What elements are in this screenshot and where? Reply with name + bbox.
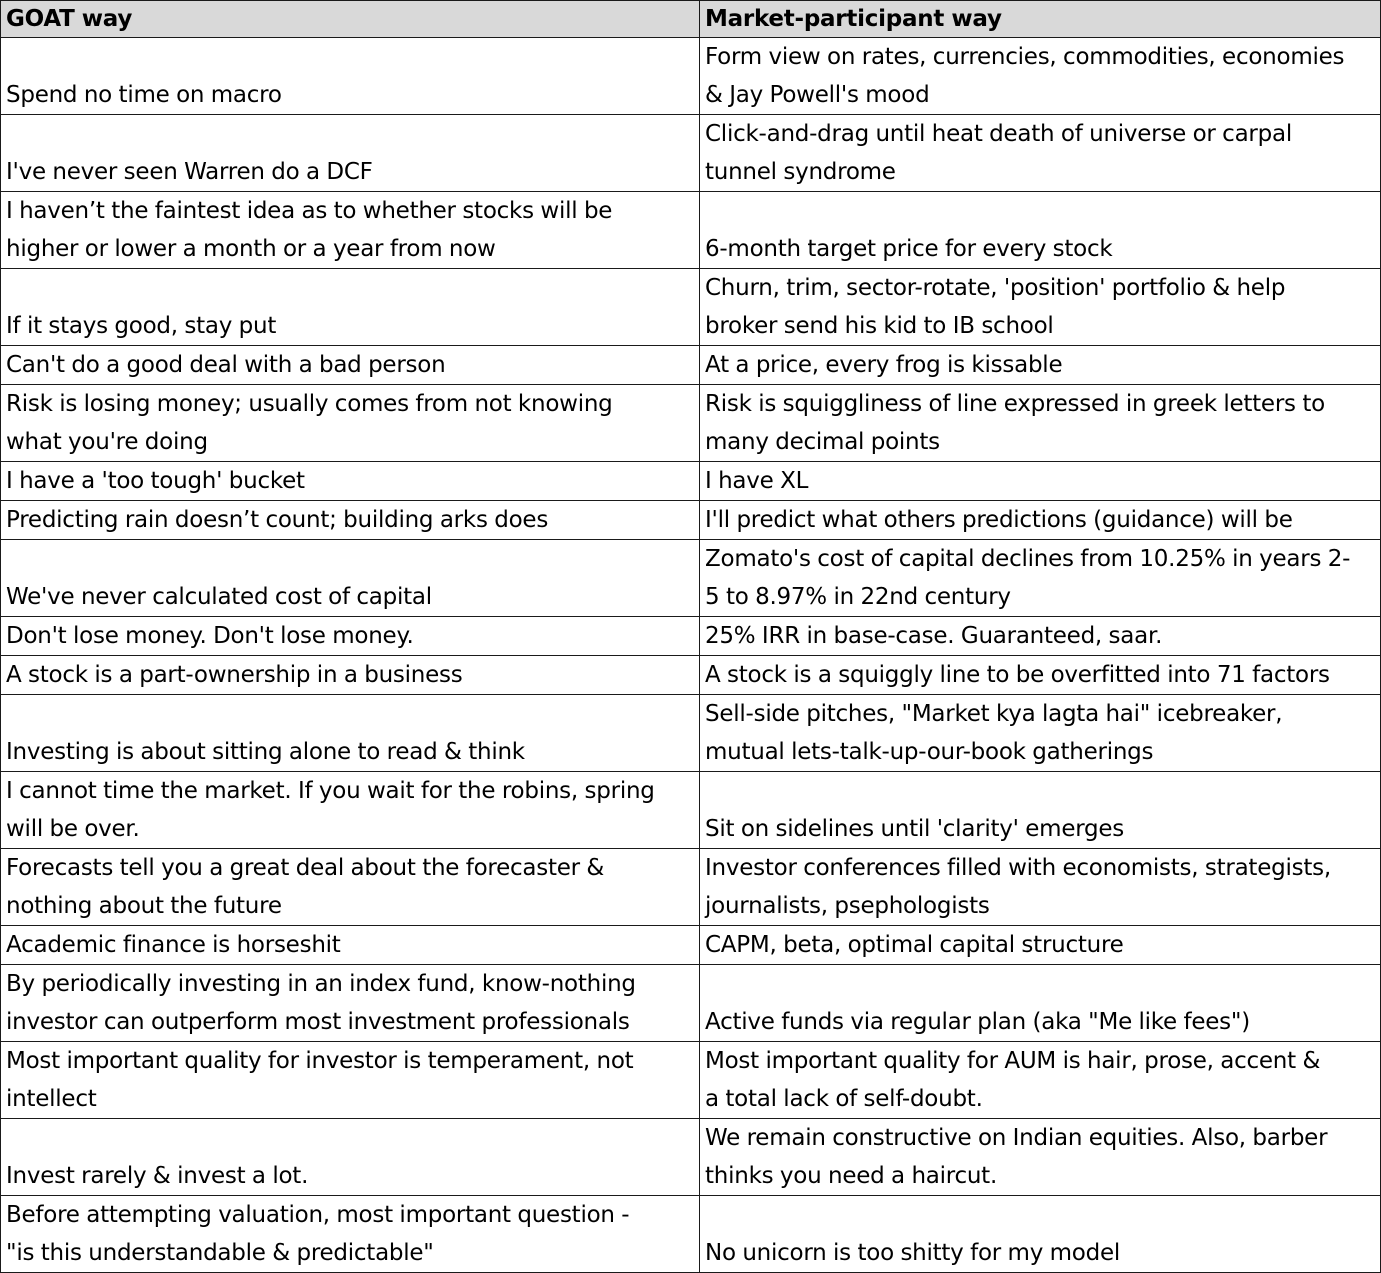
goat-text: Academic finance is horseshit <box>6 932 341 958</box>
table-row <box>1 192 1381 269</box>
market-text: broker send his kid to IB school <box>705 313 1054 339</box>
header-row <box>1 1 1381 38</box>
goat-text: I have a 'too tough' bucket <box>6 468 305 494</box>
market-text: Click-and-drag until heat death of universe or carpal <box>705 121 1292 147</box>
market-text: thinks you need a haircut. <box>705 1163 998 1189</box>
goat-cell <box>1 38 700 115</box>
market-text: At a price, every frog is kissable <box>705 352 1063 378</box>
table-row <box>1 656 1381 695</box>
table-row <box>1 540 1381 617</box>
table-row <box>1 1196 1381 1273</box>
market-text: many decimal points <box>705 429 940 455</box>
goat-text: investor can outperform most investment professionals <box>6 1009 630 1035</box>
market-text: Sit on sidelines until 'clarity' emerges <box>705 816 1125 842</box>
goat-text: Can't do a good deal with a bad person <box>6 352 446 378</box>
market-cell <box>700 926 1381 965</box>
goat-text: higher or lower a month or a year from now <box>6 236 496 262</box>
goat-text: Don't lose money. Don't lose money. <box>6 623 414 649</box>
goat-cell <box>1 269 700 346</box>
goat-text: Spend no time on macro <box>6 82 282 108</box>
market-cell <box>700 1196 1381 1273</box>
table-row <box>1 1042 1381 1119</box>
goat-cell <box>1 849 700 926</box>
table-row <box>1 115 1381 192</box>
market-text: 25% IRR in base-case. Guaranteed, saar. <box>705 623 1163 649</box>
market-cell <box>700 965 1381 1042</box>
goat-cell <box>1 540 700 617</box>
market-text: No unicorn is too shitty for my model <box>705 1240 1120 1266</box>
goat-text: nothing about the future <box>6 893 282 919</box>
goat-cell <box>1 695 700 772</box>
goat-cell <box>1 656 700 695</box>
market-text: Form view on rates, currencies, commodities, economies <box>705 44 1345 70</box>
goat-cell <box>1 1042 700 1119</box>
market-text: journalists, psephologists <box>705 893 990 919</box>
market-text: CAPM, beta, optimal capital structure <box>705 932 1124 958</box>
goat-text: Investing is about sitting alone to read & think <box>6 739 525 765</box>
market-text: Churn, trim, sector-rotate, 'position' portfolio & help <box>705 275 1286 301</box>
table-row <box>1 695 1381 772</box>
goat-cell <box>1 462 700 501</box>
goat-text: intellect <box>6 1086 97 1112</box>
market-cell <box>700 269 1381 346</box>
market-text: We remain constructive on Indian equities. Also, barber <box>705 1125 1328 1151</box>
market-text: I have XL <box>705 468 809 494</box>
header-market-participant-way: Market-participant way <box>700 1 1381 38</box>
market-text: tunnel syndrome <box>705 159 896 185</box>
goat-text: If it stays good, stay put <box>6 313 277 339</box>
market-text: A stock is a squiggly line to be overfitted into 71 factors <box>705 662 1330 688</box>
market-text: & Jay Powell's mood <box>705 82 930 108</box>
market-text: I'll predict what others predictions (guidance) will be <box>705 507 1293 533</box>
goat-text: will be over. <box>6 816 140 842</box>
goat-cell <box>1 115 700 192</box>
goat-text: Before attempting valuation, most important question - <box>6 1202 630 1228</box>
market-cell <box>700 115 1381 192</box>
goat-text: Forecasts tell you a great deal about the forecaster & <box>6 855 605 881</box>
table-row <box>1 849 1381 926</box>
market-text: Most important quality for AUM is hair, prose, accent & <box>705 1048 1321 1074</box>
header-goat-way: GOAT way <box>1 1 700 38</box>
goat-cell <box>1 926 700 965</box>
goat-cell <box>1 1119 700 1196</box>
goat-cell <box>1 617 700 656</box>
goat-text: what you're doing <box>6 429 208 455</box>
goat-cell <box>1 501 700 540</box>
market-cell <box>700 540 1381 617</box>
market-text: 5 to 8.97% in 22nd century <box>705 584 1011 610</box>
market-text: Zomato's cost of capital declines from 10.25% in years 2- <box>705 546 1351 572</box>
market-text: Sell-side pitches, "Market kya lagta hai" icebreaker, <box>705 701 1283 727</box>
market-cell <box>700 849 1381 926</box>
goat-text: A stock is a part-ownership in a business <box>6 662 463 688</box>
market-cell <box>700 695 1381 772</box>
table-row <box>1 501 1381 540</box>
goat-text: I've never seen Warren do a DCF <box>6 159 373 185</box>
table-body <box>1 38 1381 1273</box>
goat-cell <box>1 1196 700 1273</box>
goat-cell <box>1 965 700 1042</box>
market-cell <box>700 501 1381 540</box>
goat-cell <box>1 385 700 462</box>
market-text: Investor conferences filled with economists, strategists, <box>705 855 1331 881</box>
goat-text: By periodically investing in an index fund, know-nothing <box>6 971 636 997</box>
market-text: Active funds via regular plan (aka "Me like fees") <box>705 1009 1250 1035</box>
goat-text: Most important quality for investor is temperament, not <box>6 1048 634 1074</box>
market-cell <box>700 192 1381 269</box>
table-row <box>1 772 1381 849</box>
goat-cell <box>1 346 700 385</box>
goat-text: Risk is losing money; usually comes from not knowing <box>6 391 613 417</box>
goat-text: We've never calculated cost of capital <box>6 584 432 610</box>
table-row <box>1 346 1381 385</box>
market-cell <box>700 1042 1381 1119</box>
market-cell <box>700 38 1381 115</box>
market-text: a total lack of self-doubt. <box>705 1086 983 1112</box>
market-cell <box>700 772 1381 849</box>
market-text: mutual lets-talk-up-our-book gatherings <box>705 739 1154 765</box>
table-row <box>1 965 1381 1042</box>
goat-text: I cannot time the market. If you wait for the robins, spring <box>6 778 655 804</box>
table-row <box>1 38 1381 115</box>
market-cell <box>700 385 1381 462</box>
market-cell <box>700 462 1381 501</box>
table-row <box>1 926 1381 965</box>
goat-text: Predicting rain doesn’t count; building arks does <box>6 507 549 533</box>
market-text: 6-month target price for every stock <box>705 236 1113 262</box>
goat-cell <box>1 192 700 269</box>
market-text: Risk is squiggliness of line expressed in greek letters to <box>705 391 1325 417</box>
market-cell <box>700 346 1381 385</box>
table-row <box>1 385 1381 462</box>
goat-text: I haven’t the faintest idea as to whether stocks will be <box>6 198 613 224</box>
market-cell <box>700 1119 1381 1196</box>
goat-cell <box>1 772 700 849</box>
table-row <box>1 617 1381 656</box>
table-row <box>1 269 1381 346</box>
goat-text: Invest rarely & invest a lot. <box>6 1163 309 1189</box>
table-row <box>1 462 1381 501</box>
market-cell <box>700 656 1381 695</box>
market-cell <box>700 617 1381 656</box>
goat-text: "is this understandable & predictable" <box>6 1240 434 1266</box>
table-row <box>1 1119 1381 1196</box>
